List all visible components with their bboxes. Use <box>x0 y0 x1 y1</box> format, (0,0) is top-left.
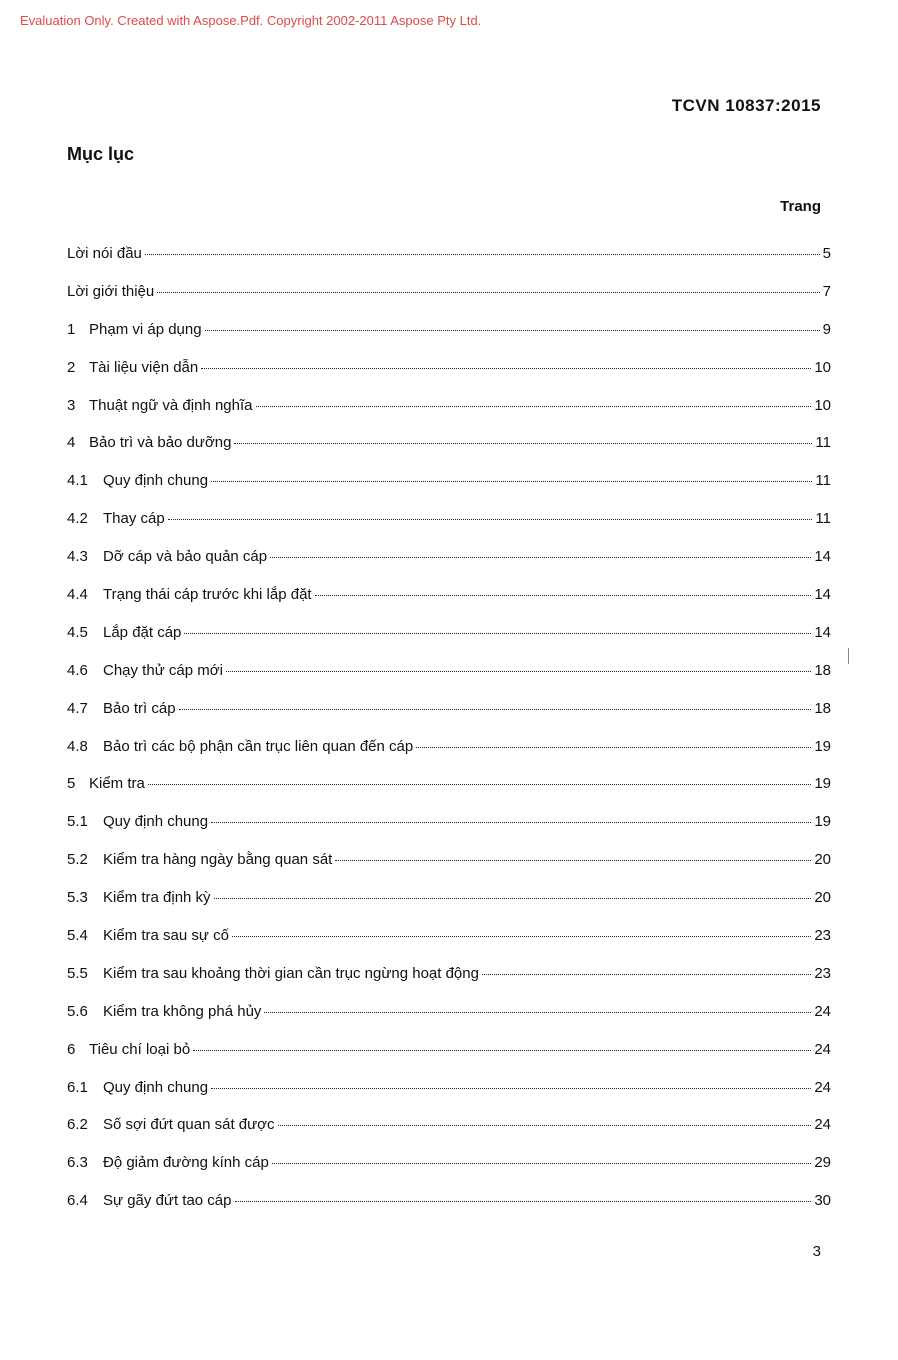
toc-entry-page: 19 <box>814 775 831 793</box>
toc-entry-number: 5.4 <box>67 927 88 945</box>
toc-entry-number: 4.4 <box>67 586 88 604</box>
toc-entry-label: Bảo trì cáp <box>103 699 176 717</box>
toc-entry-number: 6.1 <box>67 1078 88 1096</box>
dot-leader <box>205 330 820 331</box>
dot-leader <box>278 1125 812 1126</box>
toc-entry-label: Chạy thử cáp mới <box>103 661 223 679</box>
toc-entry-number: 5.6 <box>67 1002 88 1020</box>
toc-entry-page: 24 <box>814 1116 831 1134</box>
toc-entry-label: Tiêu chí loại bỏ <box>89 1040 191 1058</box>
toc-entry-label: Bảo trì các bộ phận cần trục liên quan đến cáp <box>103 737 414 755</box>
dot-leader <box>232 936 811 937</box>
toc-entry-label: Tài liệu viện dẫn <box>89 358 199 376</box>
toc-entry-number: 5.5 <box>67 964 88 982</box>
dot-leader <box>201 368 811 369</box>
toc-entry-label: Kiểm tra hàng ngày bằng quan sát <box>103 851 333 869</box>
dot-leader <box>482 974 811 975</box>
toc-entry-page: 11 <box>815 510 831 528</box>
toc-entry-number: 5.2 <box>67 851 88 869</box>
toc-entry[interactable] <box>67 775 831 813</box>
toc-entry-number: 4.5 <box>67 623 88 641</box>
toc-entry-page: 14 <box>814 586 831 604</box>
toc-entry-page: 14 <box>814 623 831 641</box>
dot-leader <box>211 481 812 482</box>
watermark-text: Evaluation Only. Created with Aspose.Pdf. Copyright 2002-2011 Aspose Pty Ltd. <box>20 13 482 28</box>
dot-leader <box>256 406 812 407</box>
toc-entry-page: 30 <box>814 1192 831 1210</box>
toc-entry-page: 10 <box>814 396 831 414</box>
toc-entry-label: Kiểm tra định kỳ <box>103 889 211 907</box>
toc-entry-page: 11 <box>815 434 831 452</box>
toc-entry-label: Thay cáp <box>103 510 165 528</box>
toc-entry-label: Quy định chung <box>103 472 209 490</box>
toc-entry-page: 9 <box>822 320 831 338</box>
toc-entry-label: Phạm vi áp dụng <box>89 320 202 338</box>
document-code: TCVN 10837:2015 <box>671 96 821 115</box>
dot-leader <box>234 443 812 444</box>
toc-entry-number: 4.2 <box>67 510 88 528</box>
toc-entry-label: Bảo trì và bảo dưỡng <box>89 434 232 452</box>
toc-entry-label: Lời giới thiệu <box>67 282 155 300</box>
toc-entry-page: 14 <box>814 548 831 566</box>
toc-entry-page: 23 <box>814 927 831 945</box>
dot-leader <box>315 595 812 596</box>
toc-entry[interactable] <box>67 321 831 359</box>
toc-entry-label: Dỡ cáp và bảo quản cáp <box>103 548 268 566</box>
toc-title: Mục lục <box>67 144 135 164</box>
toc-entry[interactable] <box>67 397 831 435</box>
dot-leader <box>235 1201 812 1202</box>
toc-entry-page: 23 <box>814 964 831 982</box>
toc-entry-label: Thuật ngữ và định nghĩa <box>89 396 253 414</box>
toc-entry[interactable] <box>67 965 831 1003</box>
dot-leader <box>211 822 811 823</box>
toc-entry[interactable] <box>67 1079 831 1117</box>
dot-leader <box>335 860 811 861</box>
toc-entry[interactable] <box>67 283 831 321</box>
toc-entry-page: 18 <box>814 699 831 717</box>
toc-entry-page: 18 <box>814 661 831 679</box>
toc-entry[interactable] <box>67 813 831 851</box>
page-number: 3 <box>812 1243 821 1260</box>
toc-entry[interactable] <box>67 624 831 662</box>
toc-entry-page: 29 <box>814 1154 831 1172</box>
toc-entry-number: 1 <box>67 320 76 338</box>
table-of-contents <box>67 245 831 1230</box>
dot-leader <box>264 1012 811 1013</box>
toc-entry-number: 2 <box>67 358 76 376</box>
toc-entry-page: 24 <box>814 1002 831 1020</box>
dot-leader <box>145 254 820 255</box>
toc-entry[interactable] <box>67 738 831 776</box>
dot-leader <box>214 898 812 899</box>
toc-entry-label: Kiểm tra sau khoảng thời gian cần trục ngừng hoạt động <box>103 964 479 982</box>
dot-leader <box>272 1163 812 1164</box>
toc-entry[interactable] <box>67 359 831 397</box>
toc-entry-page: 24 <box>814 1040 831 1058</box>
toc-entry-page: 20 <box>814 851 831 869</box>
toc-entry-number: 6.2 <box>67 1116 88 1134</box>
toc-entry-page: 10 <box>814 358 831 376</box>
toc-entry-label: Quy định chung <box>103 1078 209 1096</box>
dot-leader <box>184 633 811 634</box>
toc-entry-number: 5.1 <box>67 813 88 831</box>
toc-entry-label: Quy định chung <box>103 813 209 831</box>
toc-entry[interactable] <box>67 700 831 738</box>
toc-entry[interactable] <box>67 889 831 927</box>
toc-entry-label: Kiểm tra sau sự cố <box>103 927 229 945</box>
toc-entry[interactable] <box>67 1116 831 1154</box>
toc-entry-page: 5 <box>822 245 831 262</box>
toc-entry-page: 7 <box>822 282 831 300</box>
toc-entry-page: 11 <box>815 472 831 490</box>
toc-entry-number: 4.6 <box>67 661 88 679</box>
dot-leader <box>193 1050 811 1051</box>
toc-entry[interactable] <box>67 1041 831 1079</box>
page-column-header: Trang <box>780 198 821 215</box>
toc-entry-number: 5.3 <box>67 889 88 907</box>
toc-entry[interactable] <box>67 927 831 965</box>
toc-entry-label: Lắp đặt cáp <box>103 623 182 641</box>
toc-entry-number: 6.4 <box>67 1192 88 1210</box>
toc-entry-page: 24 <box>814 1078 831 1096</box>
toc-entry-number: 4.8 <box>67 737 88 755</box>
toc-entry[interactable] <box>67 1154 831 1192</box>
toc-entry[interactable] <box>67 1192 831 1230</box>
toc-entry-page: 19 <box>814 813 831 831</box>
dot-leader <box>157 292 819 293</box>
dot-leader <box>416 747 811 748</box>
toc-entry-page: 19 <box>814 737 831 755</box>
toc-entry-number: 6.3 <box>67 1154 88 1172</box>
dot-leader <box>179 709 812 710</box>
dot-leader <box>148 784 811 785</box>
toc-entry-label: Kiểm tra <box>89 775 145 793</box>
toc-entry-label: Trạng thái cáp trước khi lắp đặt <box>103 586 312 604</box>
toc-entry-label: Sự gãy đứt tao cáp <box>103 1192 232 1210</box>
toc-entry-number: 4.7 <box>67 699 88 717</box>
toc-entry-number: 4 <box>67 434 76 452</box>
dot-leader <box>270 557 811 558</box>
toc-entry[interactable] <box>67 662 831 700</box>
toc-entry-number: 4.3 <box>67 548 88 566</box>
toc-entry-page: 20 <box>814 889 831 907</box>
toc-entry[interactable] <box>67 434 831 472</box>
toc-entry-number: 4.1 <box>67 472 88 490</box>
toc-entry-label: Kiểm tra không phá hủy <box>103 1002 262 1020</box>
toc-entry[interactable] <box>67 586 831 624</box>
toc-entry-number: 3 <box>67 396 76 414</box>
toc-entry[interactable] <box>67 548 831 586</box>
toc-entry-label: Lời nói đầu <box>67 245 142 262</box>
toc-entry[interactable] <box>67 1003 831 1041</box>
toc-entry[interactable] <box>67 510 831 548</box>
scan-margin-mark <box>848 648 849 664</box>
dot-leader <box>211 1088 811 1089</box>
toc-entry-number: 6 <box>67 1040 76 1058</box>
toc-entry-label: Độ giảm đường kính cáp <box>103 1154 269 1172</box>
toc-entry[interactable] <box>67 472 831 510</box>
toc-entry-label: Số sợi đứt quan sát được <box>103 1116 275 1134</box>
dot-leader <box>168 519 813 520</box>
toc-entry[interactable] <box>67 851 831 889</box>
toc-entry[interactable] <box>67 245 831 283</box>
dot-leader <box>226 671 811 672</box>
toc-entry-number: 5 <box>67 775 76 793</box>
